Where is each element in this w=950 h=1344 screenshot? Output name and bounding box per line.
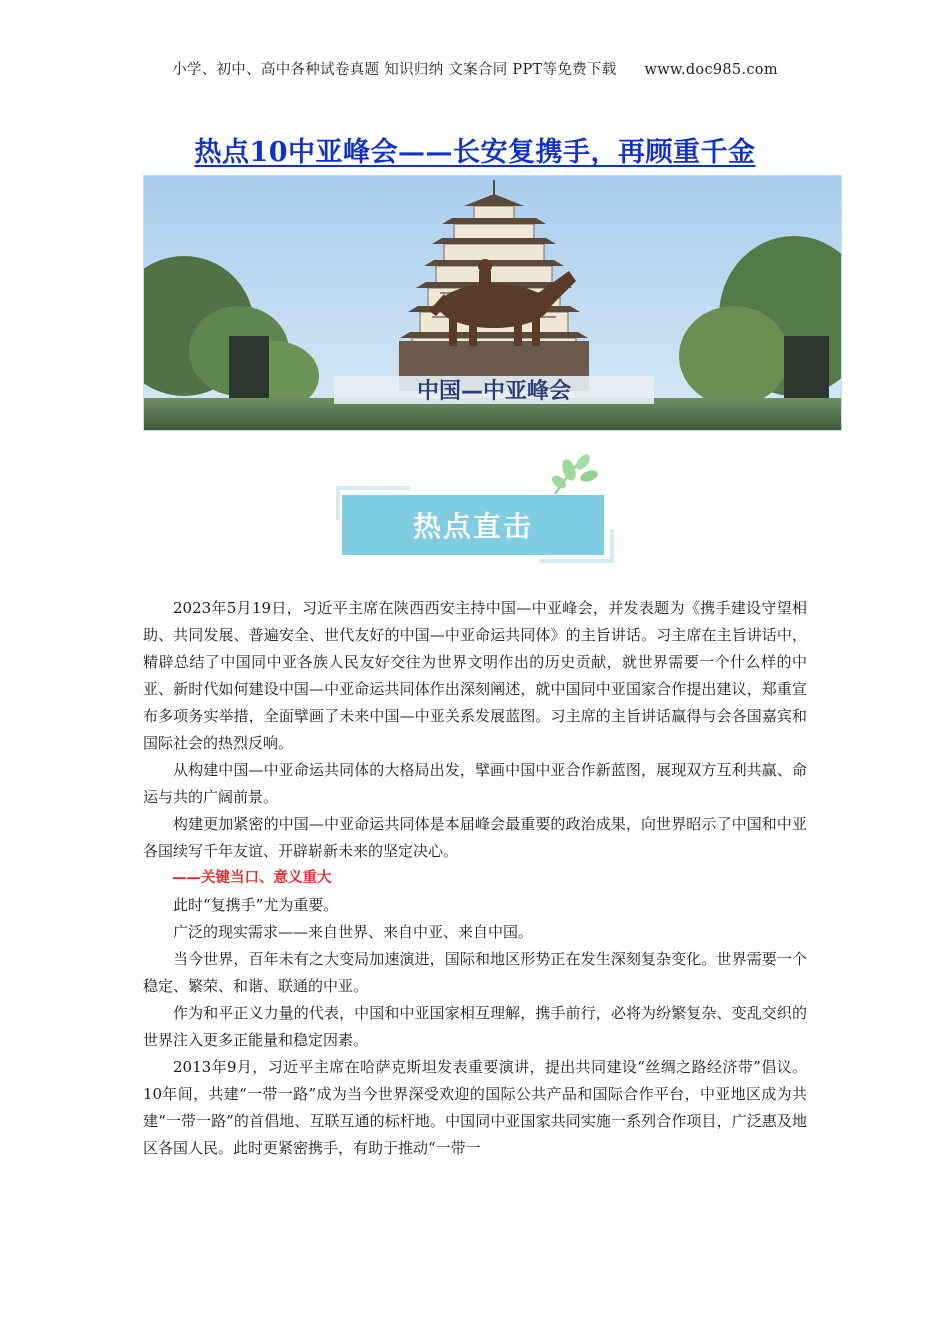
- paragraph: 2023年5月19日，习近平主席在陕西西安主持中国—中亚峰会，并发表题为《携手建设守望相助、共同发展、普遍安全、世代友好的中国—中亚命运共同体》的主旨讲话。习主席在主旨讲话中，精辟总结了中国同中亚各族人民友好交往为世界文明作出的历史贡献，就世界需要一个什么样的中亚、新时代如何建设中国—中亚命运共同体作出深刻阐述，就中国同中亚国家合作提出建议，郑重宣布多项务实举措，全面擘画了未来中国—中亚关系发展蓝图。习主席的主旨讲话赢得与会各国嘉宾和国际社会的热烈反响。: [143, 599, 807, 752]
- article-title[interactable]: 热点10中亚峰会——长安复携手，再顾重千金: [194, 137, 756, 168]
- badge-box: [342, 495, 604, 555]
- paragraph: 从构建中国—中亚命运共同体的大格局出发，擘画中国中亚合作新蓝图，展现双方互利共赢、命运与共的广阔前景。: [143, 761, 807, 806]
- leaf-icon: [545, 450, 605, 498]
- paragraph: 广泛的现实需求——来自世界、来自中亚、来自中国。: [173, 923, 534, 941]
- header-site-link[interactable]: www.doc985.com: [644, 62, 778, 78]
- paragraph: 当今世界，百年未有之大变局加速演进，国际和地区形势正在发生深刻复杂变化。世界需要一个稳定、繁荣、和谐、联通的中亚。: [143, 950, 807, 995]
- banner-caption: 中国—中亚峰会: [416, 379, 572, 404]
- paragraph: 2013年9月，习近平主席在哈萨克斯坦发表重要演讲，提出共同建设“丝绸之路经济带”倡议。10年间，共建“一带一路”成为当今世界深受欢迎的国际公共产品和国际合作平台，中亚地区成为共建“一带一路”的首倡地、互联互通的标杆地。中国同中亚国家共同实施一系列合作项目，广泛惠及地区各国人民。此时更紧密携手，有助于推动“一带一: [143, 1058, 807, 1157]
- banner-photo: [143, 175, 842, 431]
- article-body: [143, 595, 807, 1162]
- paragraph: 构建更加紧密的中国—中亚命运共同体是本届峰会最重要的政治成果，向世界昭示了中国和中亚各国续写千年友谊、开辟崭新未来的坚定决心。: [143, 815, 807, 860]
- page-header: [0, 58, 950, 79]
- badge-label: 热点直击: [412, 510, 533, 543]
- header-text: 小学、初中、高中各种试卷真题 知识归纳 文案合同 PPT等免费下载: [172, 62, 617, 78]
- section-heading: ——关键当口、意义重大: [172, 870, 332, 886]
- section-badge: [330, 450, 620, 565]
- paragraph: 作为和平正义力量的代表，中国和中亚国家相互理解，携手前行，必将为纷繁复杂、变乱交织的世界注入更多正能量和稳定因素。: [143, 1004, 807, 1049]
- paragraph: 此时“复携手”尤为重要。: [173, 896, 339, 914]
